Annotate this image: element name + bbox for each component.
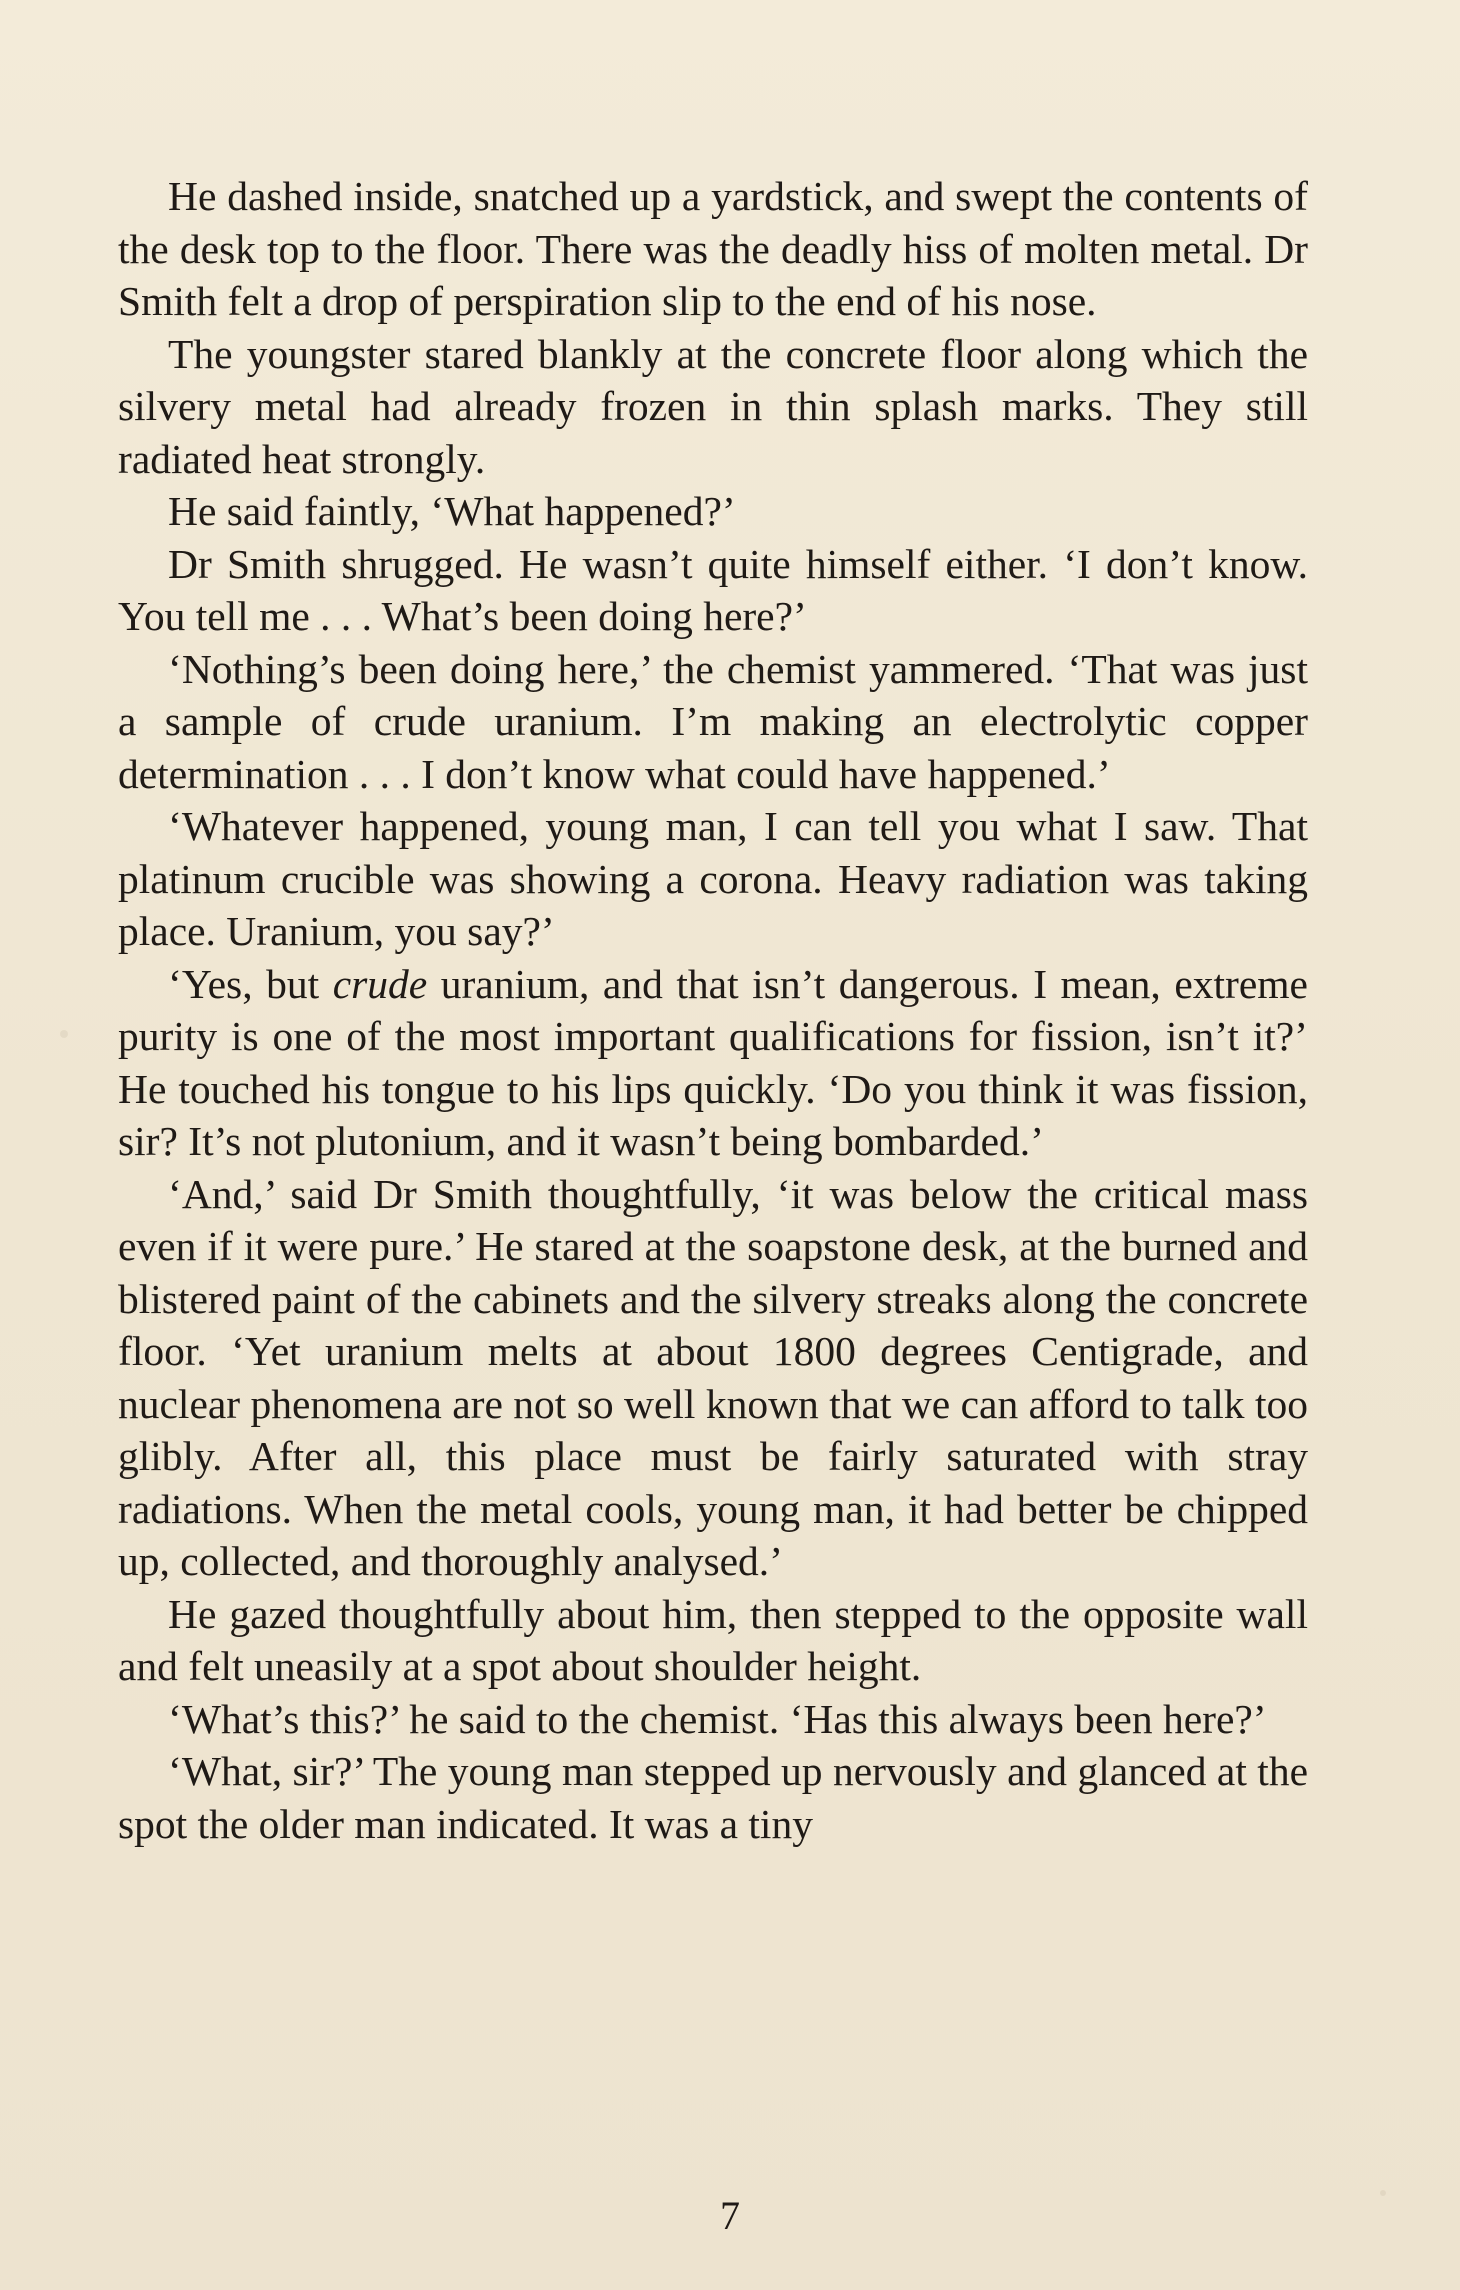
paragraph — [118, 485, 1308, 538]
text-run: ‘Whatever happened, young man, I can tell you what I saw. That platinum crucible was showing a corona. Heavy radiation was taking place. Uranium, you say?’ — [118, 803, 1308, 954]
text-run: ‘Nothing’s been doing here,’ the chemist yammered. ‘That was just a sample of crude uranium. I’m making an electrolytic copper determination . . . I don’t know what could have happened.’ — [118, 645, 1308, 797]
italic-emphasis: crude — [332, 960, 428, 1007]
paragraph — [118, 1588, 1308, 1693]
body-text — [118, 170, 1308, 1850]
text-run: He gazed thoughtfully about him, then stepped to the opposite wall and felt uneasily at a spot about shoulder height. — [118, 1590, 1308, 1689]
paragraph — [118, 1693, 1308, 1746]
text-run: He said faintly, ‘What happened?’ — [168, 488, 736, 534]
text-run: Dr Smith shrugged. He wasn’t quite himself either. ‘I don’t know. You tell me . . . What’s been doing here?’ — [118, 540, 1308, 639]
text-run: The youngster stared blankly at the concrete floor along which the silvery metal had already frozen in thin splash marks. They still radiated heat strongly. — [118, 330, 1308, 482]
paragraph — [118, 800, 1308, 958]
paragraph — [118, 1168, 1308, 1588]
text-run: ‘Yes, but — [168, 960, 333, 1007]
text-run: He dashed inside, snatched up a yardstick, and swept the contents of the desk top to the floor. There was the deadly hiss of molten metal. Dr Smith felt a drop of perspiration slip to the end of his nose. — [118, 173, 1308, 324]
text-run: uranium, and that isn’t dangerous. I mean, extreme purity is one of the most important qualifications for fission, isn’t it?’ He touched his tongue to his lips quickly. ‘Do you think it was fission, sir? It’s not plutonium, and it wasn’t being bombarded.’ — [118, 960, 1308, 1164]
paragraph — [118, 958, 1308, 1168]
paragraph — [118, 643, 1308, 801]
paragraph — [118, 170, 1308, 328]
paper-speck — [60, 1030, 68, 1038]
text-run: ‘What’s this?’ he said to the chemist. ‘Has this always been here?’ — [168, 1695, 1267, 1742]
text-run: ‘And,’ said Dr Smith thoughtfully, ‘it was below the critical mass even if it were pure.’ He stared at the soapstone desk, at the burned and blistered paint of the cabinets and the silvery streaks along the concrete floor. ‘Yet uranium melts at about 1800 degrees Centigrade, and nuclear phenomena are not so well known that we can afford to talk too glibly. After all, this place must be fairly saturated with stray radiations. When the metal cools, young man, it had better be chipped up, collected, and thoroughly analysed.’ — [118, 1170, 1308, 1584]
page-number: 7 — [720, 2193, 740, 2238]
paragraph — [118, 538, 1308, 643]
paragraph — [118, 328, 1308, 486]
text-run: ‘What, sir?’ The young man stepped up nervously and glanced at the spot the older man indicated. It was a tiny — [118, 1748, 1308, 1847]
paragraph — [118, 1745, 1308, 1850]
